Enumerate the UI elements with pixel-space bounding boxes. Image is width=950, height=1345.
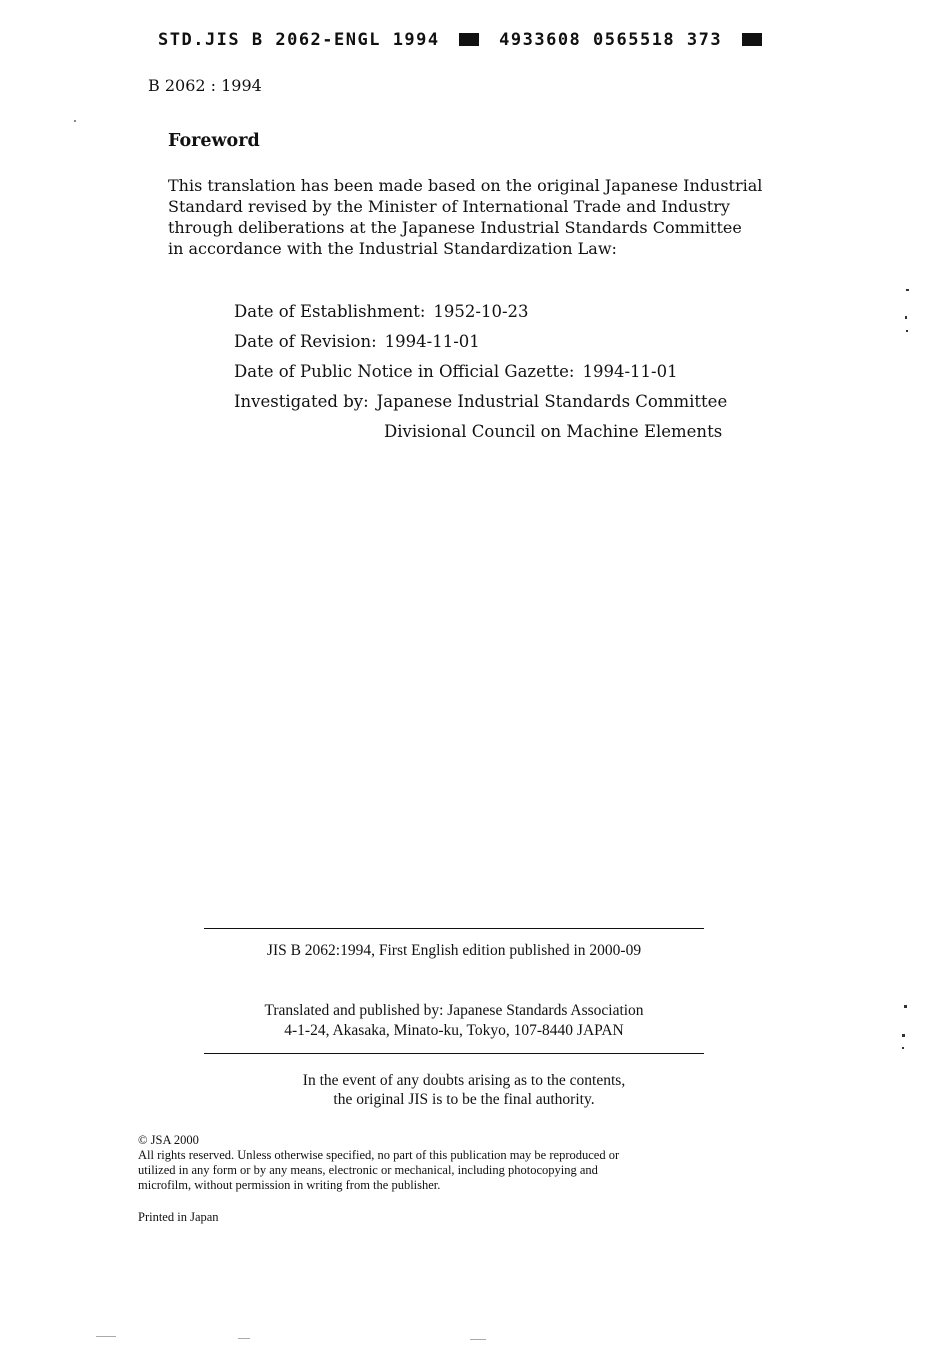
investigated-row-continued (234, 417, 727, 447)
notice-value: 1994-11-01 (582, 362, 678, 381)
publisher-line: Translated and published by: Japanese Standards Association (264, 1002, 644, 1019)
establishment-value: 1952-10-23 (433, 302, 529, 321)
publisher-address: 4-1-24, Akasaka, Minato-ku, Tokyo, 107-8440 JAPAN (284, 1022, 624, 1039)
scan-speck (470, 1339, 486, 1340)
notice-label: Date of Public Notice in Official Gazette: (234, 362, 575, 381)
investigated-value-2: Divisional Council on Machine Elements (384, 422, 723, 441)
foreword-line: in accordance with the Industrial Standardization Law: (168, 239, 617, 258)
scan-speck (906, 289, 909, 291)
authority-line: the original JIS is to be the final authority. (333, 1091, 595, 1108)
investigated-row (234, 387, 727, 417)
scan-speck (902, 1047, 904, 1049)
authority-note (204, 1071, 724, 1109)
rights-line: microfilm, without permission in writing from the publisher. (138, 1178, 441, 1192)
printed-in: Printed in Japan (138, 1210, 219, 1224)
copyright-mark: © JSA 2000 (138, 1133, 199, 1147)
scan-header-code (158, 30, 770, 50)
foreword-line: through deliberations at the Japanese Industrial Standards Committee (168, 218, 742, 237)
foreword-line: This translation has been made based on the original Japanese Industrial (168, 176, 763, 195)
establishment-label: Date of Establishment: (234, 302, 426, 321)
scan-speck (96, 1336, 116, 1337)
foreword-paragraph (168, 175, 778, 259)
header-black-bar-left (459, 33, 479, 46)
header-black-bar-right (742, 33, 762, 46)
establishment-row (234, 297, 727, 327)
copyright-block (138, 1133, 778, 1193)
scan-speck (906, 330, 908, 332)
header-barcode-number: 4933608 0565518 373 (499, 30, 723, 50)
authority-line: In the event of any doubts arising as to the contents, (302, 1072, 626, 1089)
scan-speck (238, 1338, 250, 1339)
investigated-value: Japanese Industrial Standards Committee (376, 392, 728, 411)
dates-block (234, 297, 727, 447)
rights-line: All rights reserved. Unless otherwise specified, no part of this publication may be reproduced or (138, 1148, 620, 1162)
scan-speck (905, 316, 907, 319)
scan-speck (74, 120, 76, 122)
header-std-code: STD.JIS B 2062-ENGL 1994 (158, 30, 440, 50)
revision-row (234, 327, 727, 357)
top-divider (204, 928, 704, 929)
scan-speck (902, 1034, 905, 1037)
revision-label: Date of Revision: (234, 332, 377, 351)
standard-number: B 2062 : 1994 (148, 76, 262, 95)
foreword-line: Standard revised by the Minister of International Trade and Industry (168, 197, 730, 216)
notice-row (234, 357, 727, 387)
edition-line: JIS B 2062:1994, First English edition published in 2000-09 (266, 942, 642, 959)
bottom-divider (204, 1053, 704, 1054)
investigated-label: Investigated by: (234, 392, 369, 411)
rights-line: utilized in any form or by any means, electronic or mechanical, including photocopying and (138, 1163, 598, 1177)
scan-speck (904, 1005, 907, 1008)
foreword-title: Foreword (168, 131, 260, 151)
publisher-block (204, 1001, 704, 1041)
revision-value: 1994-11-01 (384, 332, 480, 351)
